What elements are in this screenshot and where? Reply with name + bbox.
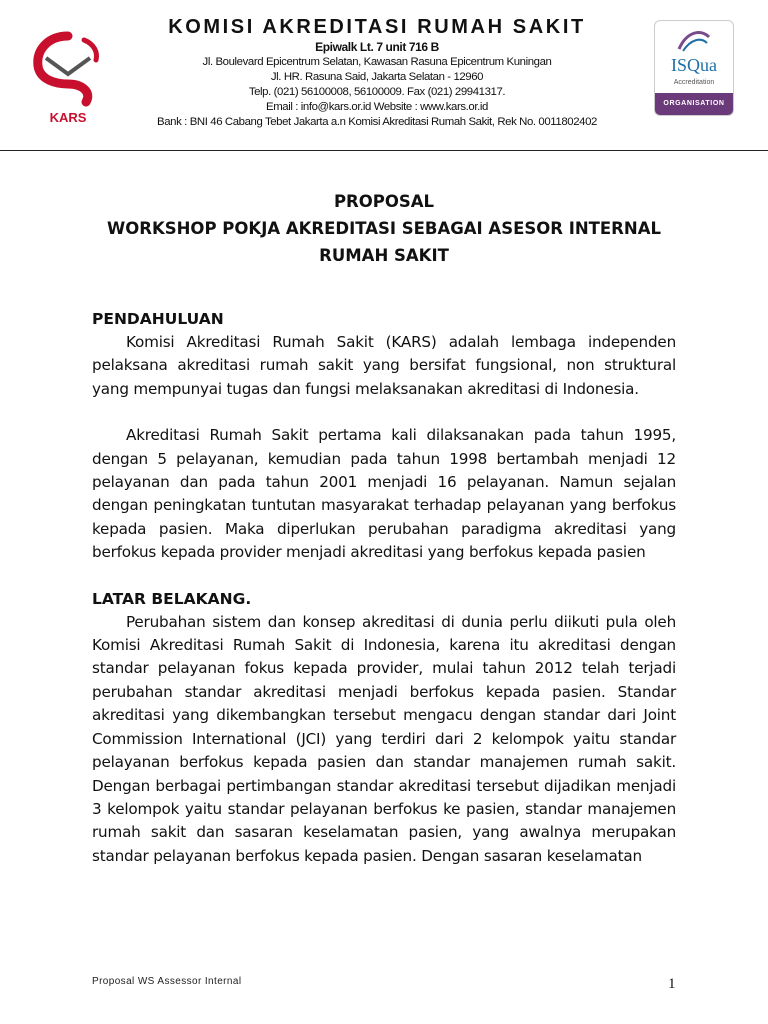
email-website-line: Email : info@kars.or.id Website : www.kars.or.id (266, 101, 488, 113)
title-line: PROPOSAL (333, 192, 435, 211)
address-line: Jl. Boulevard Epicentrum Selatan, Kawasan Rasuna Epicentrum Kuningan (202, 56, 552, 68)
isqua-organisation-label: ORGANISATION (655, 93, 733, 115)
isqua-brand: ISQua (671, 55, 717, 75)
isqua-badge (654, 20, 734, 116)
section-heading-pendahuluan: PENDAHULUAN (92, 310, 224, 328)
paragraph: Perubahan sistem dan konsep akreditasi di dunia perlu diikuti pula oleh Komisi Akreditasi Rumah Sakit di Indonesia, karena itu akreditasi dengan standar pelayanan fokus kepada provider, mulai tahun 2012 telah terjadi perubahan standar akreditasi menjadi berfokus kepada pasien. Standar akreditasi yang dikembangkan tersebut mengacu dengan standar dari Joint Commission International (JCI) yang terdiri dari 2 kelompok yaitu standar pelayanan berfokus kepada pasien dan standar manajemen rumah sakit. Dengan berbagai pertimbangan standar akreditasi tersebut dijadikan menjadi 3 kelompok yaitu standar pelayanan berfokus ke pasien, standar manajemen rumah sakit dan sasaran keselamatan pasien, yang awalnya merupakan standar pelayanan berfokus kepada pasien. Dengan sasaran keselamatan (92, 612, 676, 865)
kars-logo (28, 30, 108, 130)
address-line: Jl. HR. Rasuna Said, Jakarta Selatan - 12960 (270, 71, 484, 83)
org-name: KOMISI AKREDITASI RUMAH SAKIT (168, 16, 586, 38)
kars-logo-text: KARS (49, 110, 87, 125)
isqua-sub: Accreditation (673, 79, 715, 86)
document-title (60, 188, 708, 269)
bank-line: Bank : BNI 46 Cabang Tebet Jakarta a.n Komisi Akreditasi Rumah Sakit, Rek No. 0011802402 (157, 116, 597, 128)
kars-logo-icon (28, 30, 108, 112)
address-line: Epiwalk Lt. 7 unit 716 B (315, 40, 439, 54)
title-line: RUMAH SAKIT (319, 246, 449, 265)
section-heading-latar-belakang: LATAR BELAKANG. (92, 589, 252, 608)
header-divider (0, 150, 768, 151)
footer-text: Proposal WS Assessor Internal (92, 976, 242, 987)
org-info (112, 14, 642, 130)
paragraph: Akreditasi Rumah Sakit pertama kali dilaksanakan pada tahun 1995, dengan 5 pelayanan, kemudian pada tahun 1998 bertambah menjadi 12 pelayanan dan pada tahun 2001 menjadi 16 pelayanan. Namun sejalan dengan peningkatan tuntutan masyarakat terhadap pelayanan yang berfokus kepada pasien. Maka diperlukan perubahan paradigma akreditasi yang berfokus kepada provider menjadi akreditasi yang berfokus kepada pasien (92, 426, 676, 562)
title-line: WORKSHOP POKJA AKREDITASI SEBAGAI ASESOR INTERNAL (107, 219, 661, 238)
paragraph: Komisi Akreditasi Rumah Sakit (KARS) adalah lembaga independen pelaksana akreditasi rumah sakit yang bersifat fungsional, non struktural yang mempunyai tugas dan fungsi melaksanakan akreditasi di Indonesia. (92, 333, 676, 398)
letterhead (0, 0, 768, 152)
document-body (92, 308, 676, 868)
isqua-swirl-icon (677, 27, 711, 53)
phone-line: Telp. (021) 56100008, 56100009. Fax (021) 29941317. (248, 86, 506, 98)
page-number: 1 (668, 976, 676, 992)
